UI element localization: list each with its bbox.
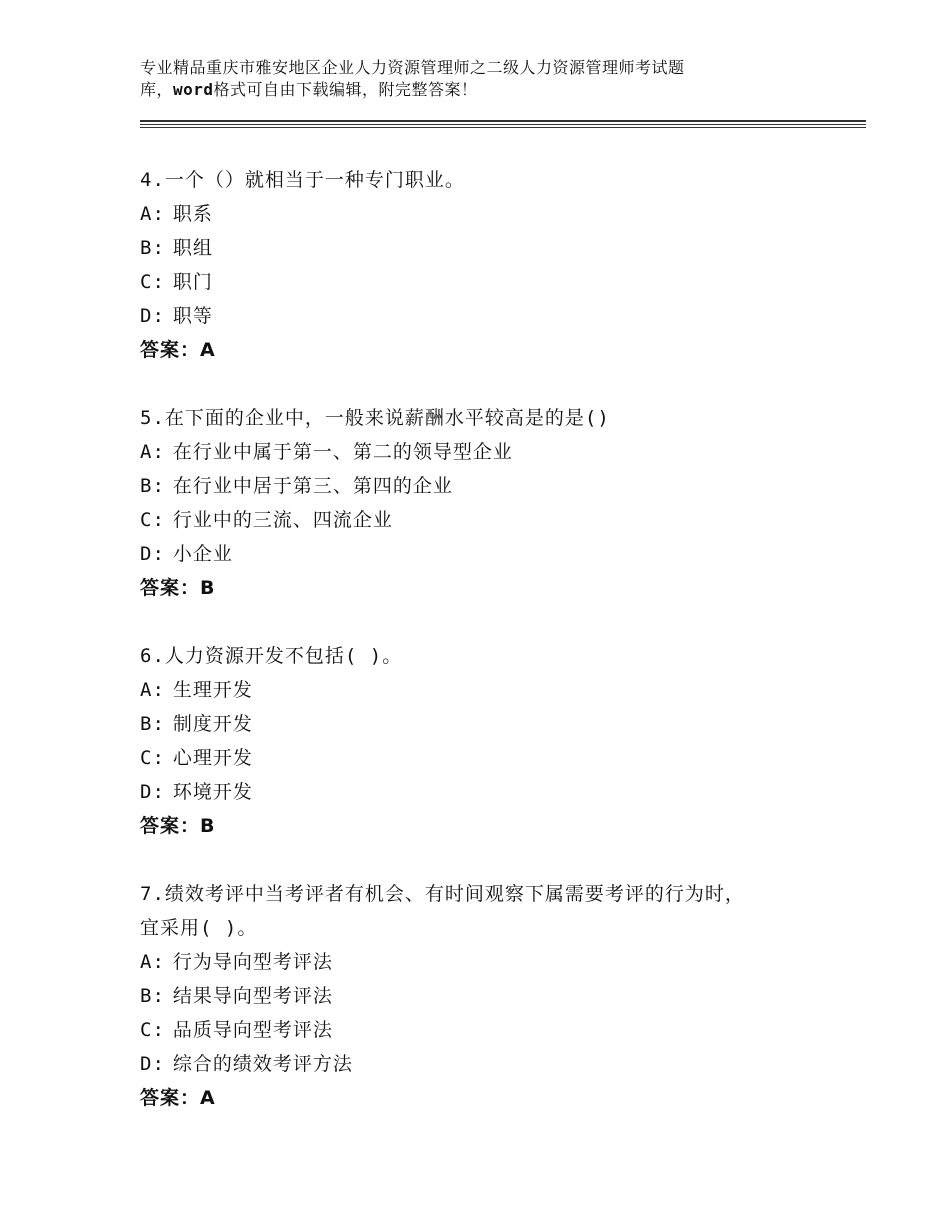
document-header [140, 57, 840, 101]
option-text: 职系 [172, 203, 213, 225]
option-letter: B: [140, 985, 165, 1007]
option-text: 在行业中居于第三、第四的企业 [172, 475, 453, 497]
option-text: 行业中的三流、四流企业 [172, 509, 393, 531]
question-list [140, 163, 866, 1115]
option-text: 职组 [172, 237, 213, 259]
option-text: 小企业 [172, 543, 233, 565]
header-text-b: 格式可自由下载编辑，附完整答案！ [213, 80, 478, 99]
option-d [140, 775, 866, 809]
option-b [140, 707, 866, 741]
option-b [140, 231, 866, 265]
question-stem-line-1: 7.绩效考评中当考评者有机会、有时间观察下属需要考评的行为时， [140, 883, 745, 905]
option-c [140, 741, 866, 775]
option-text: 心理开发 [172, 747, 253, 769]
question-4 [140, 163, 866, 367]
answer-label: 答案：A [140, 1087, 216, 1109]
option-text: 行为导向型考评法 [172, 951, 333, 973]
header-title-line-1: 专业精品重庆市雅安地区企业人力资源管理师之二级人力资源管理师考试题 [140, 58, 685, 77]
option-letter: C: [140, 271, 165, 293]
option-letter: B: [140, 475, 165, 497]
option-a [140, 435, 866, 469]
option-d [140, 299, 866, 333]
option-b [140, 979, 866, 1013]
option-letter: A: [140, 951, 165, 973]
option-letter: B: [140, 237, 165, 259]
option-letter: C: [140, 747, 165, 769]
answer-label: 答案：B [140, 577, 216, 599]
option-text: 综合的绩效考评方法 [172, 1053, 353, 1075]
option-text: 在行业中属于第一、第二的领导型企业 [172, 441, 513, 463]
option-text: 结果导向型考评法 [172, 985, 333, 1007]
option-d [140, 537, 866, 571]
option-c [140, 503, 866, 537]
question-stem: 5.在下面的企业中，一般来说薪酬水平较高是的是() [140, 407, 610, 429]
answer-label: 答案：B [140, 815, 216, 837]
question-6 [140, 639, 866, 843]
option-c [140, 1013, 866, 1047]
question-5 [140, 401, 866, 605]
question-stem: 4.一个（）就相当于一种专门职业。 [140, 169, 465, 191]
header-title-line-2 [140, 79, 840, 101]
answer-label: 答案：A [140, 339, 216, 361]
option-letter: C: [140, 1019, 165, 1041]
option-letter: B: [140, 713, 165, 735]
question-7 [140, 877, 866, 1115]
option-a [140, 197, 866, 231]
option-b [140, 469, 866, 503]
header-text-word: word [173, 80, 214, 99]
option-a [140, 945, 866, 979]
option-a [140, 673, 866, 707]
header-divider-thin-2 [140, 127, 866, 128]
option-letter: D: [140, 305, 165, 327]
option-letter: D: [140, 781, 165, 803]
option-text: 品质导向型考评法 [172, 1019, 333, 1041]
option-c [140, 265, 866, 299]
header-divider-thick [140, 120, 866, 122]
option-text: 职门 [172, 271, 213, 293]
option-letter: D: [140, 1053, 165, 1075]
option-d [140, 1047, 866, 1081]
option-text: 制度开发 [172, 713, 253, 735]
option-letter: A: [140, 679, 165, 701]
question-stem: 6.人力资源开发不包括( )。 [140, 645, 403, 667]
header-text-a: 库， [140, 80, 174, 99]
header-divider-thin-1 [140, 124, 866, 125]
option-letter: A: [140, 203, 165, 225]
question-stem-line-2: 宜采用( )。 [140, 917, 258, 939]
option-letter: D: [140, 543, 165, 565]
option-text: 环境开发 [172, 781, 253, 803]
option-text: 职等 [172, 305, 213, 327]
option-text: 生理开发 [172, 679, 253, 701]
option-letter: C: [140, 509, 165, 531]
option-letter: A: [140, 441, 165, 463]
